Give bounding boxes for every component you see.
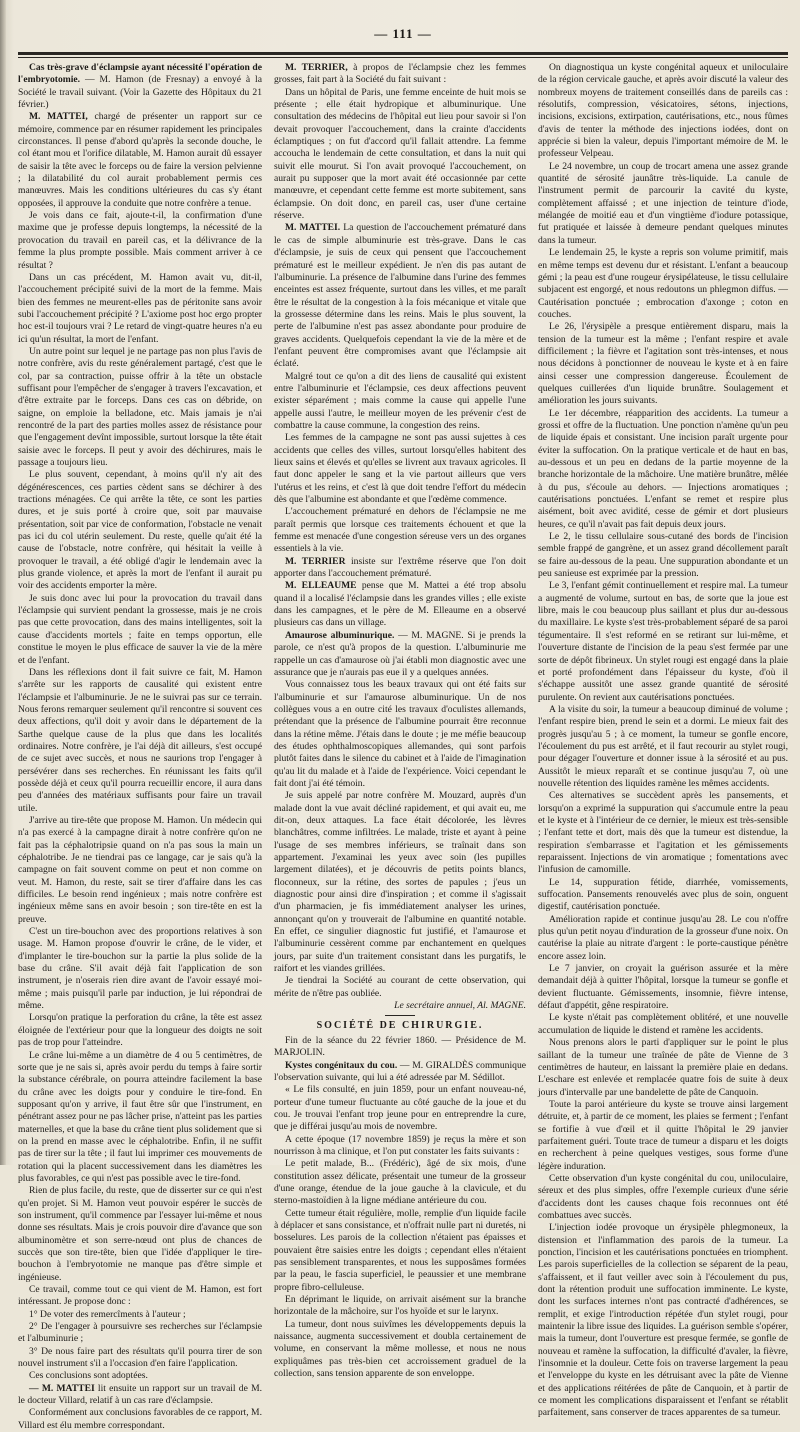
paragraph: L'accouchement prématuré en dehors de l'éclampsie ne me paraît permis que lorsque ces traitements échouent et que la femme est menacée d'une congestion séreuse vers un des organes essentiels à la vie. bbox=[274, 506, 526, 555]
paragraph: Kystes congénitaux du cou. — M. GIRALDÈS communique l'observation suivante, qui lui a été adressée par M. Sédillot. bbox=[274, 1059, 526, 1083]
paragraph: A cette époque (17 novembre 1859) je reçus la mère et son nourrisson à ma clinique, et l'on put constater les faits suivants : bbox=[274, 1133, 526, 1157]
paragraph: Le 2, le tissu cellulaire sous-cutané des bords de l'incision semble frappé de gangrène, et un assez grand décollement paraît se faire au-dessous de la peau. Une suppuration abondante et un peu sanieuse est exprimée par la pression. bbox=[538, 531, 788, 580]
paragraph: En déprimant le liquide, on arrivait aisément sur la branche horizontale de la mâchoire, sur l'os hyoïde et sur le larynx. bbox=[274, 1294, 526, 1318]
paragraph: Le 7 janvier, on croyait la guérison assurée et la mère demandait déjà à quitter l'hôpital, lorsque la tumeur se gonfle et devient fluctuante. Gémissements, insomnie, fièvre intense, défaut d'appétit, gêne respiratoire. bbox=[538, 963, 788, 1012]
page-number: — 111 — bbox=[374, 26, 432, 41]
paragraph: Dans un hôpital de Paris, une femme enceinte de huit mois se présente ; elle était hydropique et albuminurique. Une consultation des médecins de l'hôpital eut lieu pour savoir si l'on devait provoquer l'accouchement, dans la crainte d'accidents éclamptiques ; on fut d'accord qu'il fallait attendre. La femme accoucha le lendemain de cette consultation, et dans la nuit qui suivit elle mourut. Si l'on avait provoqué l'accouchement, on aurait pu supposer que la mort avait été occasionnée par cette manœuvre, et cependant cette femme est morte subitement, sans éclampsie. On doit donc, en pareil cas, user d'une certaine réserve. bbox=[274, 86, 526, 222]
paragraph: M. TERRIER, à propos de l'éclampsie chez les femmes grosses, fait part à la Société du fait suivant : bbox=[274, 62, 526, 86]
paragraph: J'arrive au tire-tête que propose M. Hamon. Un médecin qui n'a pas exercé à la campagne dirait à notre confrère qu'on ne fait pas la céphalotripsie quand on n'a pas sous la main un céphalotribe. Je ne tiendrai pas ce langage, car je sais qu'à la campagne on fait souvent comme on peut et non comme on veut. M. Hamon, du reste, sait se tirer d'affaire dans les cas difficiles. Le besoin rend ingénieux ; mais notre confrère est ingénieux même sans en avoir besoin ; son tire-tête en est la preuve. bbox=[18, 814, 262, 925]
list-item: 1° De voter des remercîments à l'auteur ; bbox=[29, 1308, 186, 1320]
paragraph: Vous connaissez tous les beaux travaux qui ont été faits sur l'albuminurie et sur l'amaurose albuminurique. Un de nos collègues vous a en outre cité les travaux d'oculistes allemands, prétendant que la présence de l'albumine pourrait être reconnue dans la rétine même. J'étais dans le doute ; je me méfie beaucoup des études ophthalmoscopiques allemandes, qui sont parfois plutôt faites dans le silence du cabinet et à l'aide de l'imagination qu'au lit du malade et à l'aide de l'expérience. Voici cependant le fait dont j'ai été témoin. bbox=[274, 679, 526, 789]
paragraph: Malgré tout ce qu'on a dit des liens de causalité qui existent entre l'albuminurie et l'éclampsie, ces deux affections peuvent exister séparément ; mais comme la cause qui appelle l'une appelle aussi l'autre, le meilleur moyen de les prévenir c'est de combattre la cause commune, la congestion des reins. bbox=[274, 370, 526, 431]
paragraph: « Le fils consulté, en juin 1859, pour un enfant nouveau-né, porteur d'une tumeur fluctuante au côté gauche de la joue et du cou. Je trouvai l'enfant trop jeune pour en entreprendre la cure, que je différai jusqu'au mois de novembre. bbox=[274, 1084, 526, 1133]
paragraph: Ces conclusions sont adoptées. bbox=[29, 1370, 148, 1382]
paragraph: Je tiendrai la Société au courant de cette observation, qui mérite de n'être pas oubliée. bbox=[274, 975, 526, 999]
paragraph: Ces alternatives se succèdent après les pansements, et lorsqu'on a exprimé la suppuration qui s'accumule entre la peau et le kyste et à l'intérieur de ce dernier, le mieux est très-sensible ; l'enfant tette et dort, mais dès que la tumeur est distendue, la respiration s'embarrasse et l'agitation et les gémissements reparaissent. Injections de vin aromatique ; fomentations avec l'infusion de camomille. bbox=[538, 790, 788, 876]
paragraph: Cette observation d'un kyste congénital du cou, uniloculaire, séreux et des plus simples, offre l'exemple curieux d'une série d'accidents dont les causes chaque fois reconnues ont été combattues avec succès. bbox=[538, 1172, 788, 1221]
column-right bbox=[538, 62, 789, 1419]
paragraph: Le 14, suppuration fétide, diarrhée, vomissements, suffocation. Pansements renouvelés avec plus de soin, onguent digestif, cautérisation ponctuée. bbox=[538, 876, 788, 913]
paragraph: Cette tumeur était régulière, molle, remplie d'un liquide facile à déplacer et sans consistance, et n'offrait nulle part ni duretés, ni bosselures. Les parois de la collection n'étaient pas épaisses et pouvaient être saisies entre les doigts ; cependant elles n'étaient pas sensiblement transparentes, et nous les supposâmes formées par la peau, le fascia superficiel, le peaussier et une membrane propre fibro-celluleuse. bbox=[274, 1207, 526, 1293]
paragraph: On diagnostiqua un kyste congénital aqueux et uniloculaire de la région cervicale gauche, et après avoir discuté la valeur des nombreux moyens de traitement conseillés dans de pareils cas : résolutifs, compression, vésicatoires, sétons, injections, incisions, excisions, extirpation, cautérisations, etc., nous fûmes d'avis de tenter la méthode des injections iodées, dont on apprécie si bien la valeur, depuis l'important mémoire de M. le professeur Velpeau. bbox=[538, 62, 788, 160]
paragraph: Le 26, l'érysipèle a presque entièrement disparu, mais la tension de la tumeur est la même ; l'enfant respire et avale difficilement ; la fièvre et l'agitation sont très-intenses, et nous nous décidons à ponctionner de nouveau le kyste et à en faire ainsi cesser une compression dangereuse. Écoulement de quelques cuillerées d'un liquide brunâtre. Soulagement et amélioration les jours suivants. bbox=[538, 321, 788, 407]
paragraph: M. MATTEI. La question de l'accouchement prématuré dans le cas de simple albuminurie est très-grave. Dans le cas d'éclampsie, je suis de ceux qui pensent que l'accouchement prématuré est le meilleur expédient. Je n'en dis pas autant de l'albuminurie. La présence de l'albumine dans l'urine des femmes enceintes est assez fréquente, surtout dans les villes, et me paraît être le résultat de la congestion à la fois mécanique et vitale que la grossesse détermine dans les reins. Mais le plus souvent, la perte de l'albumine n'est pas assez abondante pour produire de graves accidents. Quelquefois cependant la vie de la mère et de l'enfant peuvent être compromises avant que l'éclampsie ait éclaté. bbox=[274, 222, 527, 370]
paragraph: Toute la paroi antérieure du kyste se trouve ainsi largement détruite, et, à partir de ce moment, les plaies se ferment ; l'enfant se fortifie à vue d'œil et il quitte l'hôpital le 29 janvier parfaitement guéri. Toute trace de tumeur a disparu et les doigts en recherchent à peine quelques vestiges, sous forme d'une légère induration. bbox=[538, 1098, 788, 1172]
paragraph: Le crâne lui-même a un diamètre de 4 ou 5 centimètres, de sorte que je ne sais si, après avoir perdu du temps à faire sortir la substance cérébrale, on pourra atteindre facilement la base du crâne avec les doigts pour y conduire le tire-fond. En supposant qu'on y arrive, il faut être sûr que l'instrument, en pénétrant assez pour ne pas lâcher prise, n'atteint pas les parties maternelles, et que la base du crâne tient plus solidement que si on la prend en masse avec le céphalotribe. Enfin, il ne suffit pas de tirer sur la tête ; il faut lui imprimer ces mouvements de rotation qui la placent successivement dans les diamètres les plus favorables, ce qui n'est pas possible avec le tire-fond. bbox=[18, 1049, 262, 1184]
page-header bbox=[18, 4, 788, 60]
signature: Le secrétaire annuel, Al. MAGNE. bbox=[394, 1000, 526, 1012]
paragraph: Ce travail, comme tout ce qui vient de M. Hamon, est fort intéressant. Je propose donc : bbox=[18, 1284, 262, 1308]
list-item: 2° De l'engager à poursuivre ses recherches sur l'éclampsie et l'albuminurie ; bbox=[18, 1321, 262, 1345]
paragraph: L'injection iodée provoque un érysipèle phlegmoneux, la distension et l'inflammation des parois de la tumeur. La ponction, l'incision et les cautérisations ponctuées en triomphent. Les parois superficielles de la collection se séparent de la peau, s'affaissent, et il faut veiller avec soin à l'écoulement du pus, dont la rétention produit une suffocation imminente. Le kyste, dont les surfaces internes n'ont pas contracté d'adhérences, se remplit, et exige l'introduction répétée d'un stylet rougi, pour maintenir la libre issue des liquides. La guérison semble s'opérer, mais la tumeur, dont l'ouverture est presque fermée, se gonfle de nouveau et ramène la suffocation, la difficulté d'avaler, la fièvre, l'insomnie et la douleur. Cette fois on traverse largement la peau et l'enveloppe du kyste en les détruisant avec la pâte de Vienne et des applications réitérées de pâte de Canquoin, et à partir de ce moment les complications disparaissent et l'enfant se rétablit parfaitement, sans conserver de traces apparentes de sa tumeur. bbox=[538, 1222, 788, 1419]
paragraph: Je suis appelé par notre confrère M. Mouzard, auprès d'un malade dont la vue avait décliné rapidement, et qui avait eu, me dit-on, deux attaques. La face était décolorée, les lèvres blanchâtres, comme infiltrées. Le malade, triste et ayant à peine l'usage de ses membres inférieurs, se traînait dans son appartement. J'examinai les yeux avec soin (les pupilles largement dilatées), et je découvris de petits points blancs, floconneux, sur la rétine, des sortes de papules ; j'eus un diagnostic pour ainsi dire d'inspiration ; et comme il s'agissait d'un pharmacien, je fis immédiatement analyser les urines, annonçant qu'on y trouverait de l'albumine en quantité notable. En effet, ce singulier diagnostic fut justifié, et l'amaurose et l'albuminurie cessèrent comme par enchantement en quelques jours, par suite d'un traitement consistant dans les purgatifs, le raifort et les viandes grillées. bbox=[274, 790, 526, 975]
article-title: Amaurose albuminurique. bbox=[285, 629, 395, 641]
paragraph: Le lendemain 25, le kyste a repris son volume primitif, mais en même temps est devenu dur et résistant. L'enfant a beaucoup gémi ; la peau est d'une rougeur érysipélateuse, le tissu cellulaire subjacent est engorgé, et nous redoutons un phlegmon diffus. — Cautérisation ponctuée ; embrocation d'axonge ; coton en couches. bbox=[538, 247, 788, 320]
paragraph: Je suis donc avec lui pour la provocation du travail dans l'éclampsie qui survient pendant la grossesse, mais je ne crois pas que cette provocation, dans des mains intelligentes, soit la cause d'accidents mortels ; faite en temps opportun, elle constitue le moyen le plus efficace de sauver la vie de la mère et de l'enfant. bbox=[18, 592, 262, 666]
paragraph: M. TERRIER insiste sur l'extrême réserve que l'on doit apporter dans l'accouchement prématuré. bbox=[274, 555, 526, 580]
divider bbox=[385, 1015, 415, 1016]
paragraph: Rien de plus facile, du reste, que de disserter sur ce qui n'est qu'en projet. Si M. Hamon veut pouvoir espérer le succès de son instrument, qu'il commence par l'essayer lui-même et nous donne ses résultats. Mais je crois pouvoir dire d'avance que son albuminomètre et son serre-nœud ont plus de chances de succès que son tire-tête, bien que l'idée d'appliquer le tire-bouchon à l'embryotomie ne manque pas d'être simple et ingénieuse. bbox=[18, 1185, 262, 1283]
article-title: Cas très-grave d'éclampsie ayant nécessité l'opération de l'embryotomie. bbox=[18, 62, 262, 86]
paragraph: Conformément aux conclusions favorables de ce rapport, M. Villard est élu membre correspondant. bbox=[18, 1407, 262, 1431]
paragraph: Les femmes de la campagne ne sont pas aussi sujettes à ces accidents que celles des villes, surtout lorsqu'elles habitent des lieux sains et élevés et qu'elles se livrent aux travaux agricoles. Il faut donc appeler le sang et la vie partout ailleurs que vers l'utérus et les reins, et c'est là que doit tendre l'effort du médecin dès que l'albumine est abondante et que l'œdème commence. bbox=[274, 432, 526, 506]
paragraph: Amélioration rapide et continue jusqu'au 28. Le cou n'offre plus qu'un petit noyau d'induration de la grosseur d'une noix. On cautérise la plaie au nitrate d'argent : le porte-caustique pénètre encore assez loin. bbox=[538, 913, 788, 962]
section-heading: SOCIÉTÉ DE CHIRURGIE. bbox=[316, 1020, 484, 1032]
paragraph: Le 24 novembre, un coup de trocart amena une assez grande quantité de sérosité jaunâtre très-liquide. La canule de l'instrument permit de parcourir la cavité du kyste, complètement affaissé ; et une injection de teinture d'iode, mélangée de moitié eau et d'un vingtième d'iodure potassique, fut pratiquée et laissée à demeure pendant quelques minutes dans la tumeur. bbox=[538, 160, 788, 246]
paragraph: Le kyste n'était pas complètement oblitéré, et une nouvelle accumulation de liquide le distend et ramène les accidents. bbox=[538, 1012, 788, 1036]
paragraph: C'est un tire-bouchon avec des proportions relatives à son usage. M. Hamon propose d'ouvrir le crâne, de le vider, et d'implanter le tire-bouchon sur la partie la plus solide de la base du crâne. S'il avait déjà fait l'application de son instrument, je n'oserais rien dire avant de l'avoir essayé moi-même ; mais puisqu'il parle par induction, je lui répondrai de même. bbox=[18, 926, 262, 1012]
paragraph: A la visite du soir, la tumeur a beaucoup diminué de volume ; l'enfant respire bien, prend le sein et a dormi. Le mieux fait des progrès jusqu'au 5 ; à ce moment, la tumeur se gonfle encore, l'écoulement du pus est arrêté, et il faut recourir au stylet rougi, pour dégager l'ouverture et donner issue à la sérosité et au pus. Aussitôt le mieux reparaît et se continue jusqu'au 7, où une nouvelle rétention des liquides ramène les mêmes accidents. bbox=[538, 703, 788, 789]
paragraph: Un autre point sur lequel je ne partage pas non plus l'avis de notre confrère, avis du reste généralement partagé, c'est que le col, par sa contraction, puisse offrir à la tête un obstacle suffisant pour l'empêcher de s'engager à travers l'excavation, et d'être extraite par le forceps. Dans ces cas on débride, on saigne, on emploie la belladone, etc. Mais jamais je n'ai rencontré de la part des parties molles assez de résistance pour que l'engagement devînt impossible, surtout lorsque la tête était saisie avec le forceps. Il peut y avoir des déchirures, mais le passage a toujours lieu. bbox=[18, 345, 262, 468]
header-rule-thin bbox=[18, 57, 788, 58]
paragraph: M. ELLEAUME pense que M. Mattei a été trop absolu quand il a localisé l'éclampsie dans les grandes villes ; elle existe dans les campagnes, et le père de M. Elleaume en a observé plusieurs cas dans un village. bbox=[274, 580, 527, 629]
paragraph: Je vois dans ce fait, ajoute-t-il, la confirmation d'une maxime que je professe depuis longtemps, la nécessité de la provocation du travail en pareil cas, et la délivrance de la femme la plus prompte possible. Mais comment arriver à ce résultat ? bbox=[18, 210, 262, 271]
paragraph: Nous prenons alors le parti d'appliquer sur le point le plus saillant de la tumeur une traînée de pâte de Vienne de 3 centimètres de hauteur, en laissant la première plaie en dedans. L'eschare est enlevée et remplacée quatre fois de suite à deux jours d'intervalle par une bandelette de pâte de Canquoin. bbox=[538, 1037, 788, 1098]
paragraph: Lorsqu'on pratique la perforation du crâne, la tête est assez éloignée de l'extérieur pour que la longueur des doigts ne soit pas de trop pour l'atteindre. bbox=[18, 1012, 262, 1049]
paragraph: La tumeur, dont nous suivîmes les développements depuis la naissance, augmenta successivement et doubla certainement de volume, en conservant la même mollesse, et nous ne nous expliquâmes pas très-bien cet accroissement graduel de la collection, sans tension apparente de son enveloppe. bbox=[274, 1318, 526, 1380]
paragraph: Le 3, l'enfant gémit continuellement et respire mal. La tumeur a augmenté de volume, surtout en bas, de sorte que la joue est libre, mais le cou beaucoup plus saillant et plus dur au-dessous du maxillaire. Le kyste s'est très-probablement séparé de sa paroi tégumentaire. Il s'est reformé en se retirant sur lui-même, et l'ouverture distante de l'incision de la peau s'est fermée par une sorte de dépôt fibrineux. Un stylet rougi est engagé dans la plaie et porté profondément dans l'épaisseur du kyste, d'où il s'échappe aussitôt une assez grande quantité de sérosité purulente. On revient aux cautérisations ponctuées. bbox=[538, 580, 789, 703]
paragraph: Le 1er décembre, réapparition des accidents. La tumeur a grossi et offre de la fluctuation. Une ponction n'amène qu'un peu de liquide épais et consistant. Une incision paraît urgente pour éviter la suffocation. On la pratique verticale et de haut en bas, au-dessous et un peu en dedans de la partie moyenne de la branche horizontale de la mâchoire. Une matière brunâtre, mêlée à du pus, s'écoule au dehors. — Injections aromatiques ; cautérisations ponctuées. L'enfant se remet et respire plus aisément, boit avec avidité, cesse de gémir et dort plusieurs heures, ce qu'il n'avait pas fait depuis deux jours. bbox=[538, 407, 788, 530]
paragraph: Amaurose albuminurique. — M. MAGNE. Si je prends la parole, ce n'est qu'à propos de la question. L'albuminurie me rappelle un cas d'amaurose où j'ai établi mon diagnostic avec une assurance que je n'aurais pas eue il y a quelques années. bbox=[274, 629, 526, 678]
header-rule-thick bbox=[18, 52, 788, 55]
binding-edge bbox=[0, 0, 6, 1165]
paragraph: Le petit malade, B... (Frédéric), âgé de six mois, d'une constitution assez délicate, présentait une tumeur de la grosseur d'une orange, étendue de la joue gauche à la clavicule, et du sterno-mastoïdien à la ligne médiane antérieure du cou. bbox=[274, 1158, 526, 1207]
list-item: 3° De nous faire part des résultats qu'il pourra tirer de son nouvel instrument s'il a l'occasion d'en faire l'application. bbox=[18, 1345, 262, 1370]
paragraph: — M. MATTEI lit ensuite un rapport sur un travail de M. le docteur Villard, relatif à un cas rare d'éclampsie. bbox=[18, 1382, 262, 1407]
paragraph: Fin de la séance du 22 février 1860. — Présidence de M. MARJOLIN. bbox=[274, 1034, 526, 1059]
column-left bbox=[18, 62, 262, 1431]
paragraph: Le plus souvent, cependant, à moins qu'il n'y ait des dégénérescences, ces parties cèdent sans se déchirer à des tractions ménagées. Ce qui arrête la tête, ce sont les parties dures, et je suis porté à croire que, soit par mauvaise présentation, soit par vice de conformation, l'obstacle ne venait pas ici du col utérin seulement. Du reste, quelle qu'ait été la cause de l'obstacle, notre confrère, qui hésitait la veille à provoquer le travail, a été obligé d'agir le lendemain avec la plus grande violence, et après la mort de l'enfant il aurait pu voir des accidents emporter la mère. bbox=[18, 469, 262, 592]
paragraph: M. MATTEI, chargé de présenter un rapport sur ce mémoire, commence par en résumer rapidement les principales circonstances. Il pense d'abord qu'après la seconde douche, le col étant mou et l'orifice dilatable, M. Hamon aurait dû essayer de saisir la tête avec le forceps ou de faire la version pelvienne ; la dilatabilité du col aurait probablement permis ces manœuvres. Mais les conditions ultérieures du cas s'y étant opposées, il approuve la conduite que notre confrère a tenue. bbox=[18, 111, 262, 209]
paragraph: Dans les réflexions dont il fait suivre ce fait, M. Hamon s'arrête sur les rapports de causalité qui existent entre l'éclampsie et l'albuminurie. Je ne le suivrai pas sur ce terrain. Nous ferons remarquer seulement qu'il rencontre si souvent ces deux affections, qu'il doit y avoir dans le département de la Sarthe quelque cause de la plus que dans les localités ordinaires. Notre confrère, je l'ai déjà dit ailleurs, s'est occupé de ce sujet avec succès, et nous ne saurions trop l'engager à persévérer dans ses recherches. En réunissant les faits qu'il possède déjà et ceux qu'il pourra recueillir encore, il aura dans peu d'années des matériaux suffisants pour faire un travail utile. bbox=[18, 666, 262, 814]
paragraph: Dans un cas précédent, M. Hamon avait vu, dit-il, l'accouchement précipité suivi de la mort de la femme. Mais bien des femmes ne meurent-elles pas de péritonite sans avoir subi l'accouchement précipité ? L'axiome post hoc ergo propter hoc est-il toujours vrai ? Le retard de vingt-quatre heures n'a eu ici qu'un résultat, la mort de l'enfant. bbox=[18, 271, 262, 345]
article-title: Kystes congénitaux du cou. bbox=[285, 1059, 398, 1071]
article-intro: Cas très-grave d'éclampsie ayant nécessité l'opération de l'embryotomie. — M. Hamon (de Fresnay) a envoyé à la Société le travail suivant. (Voir la Gazette des Hôpitaux du 21 février.) bbox=[18, 62, 262, 111]
column-middle bbox=[274, 62, 527, 1380]
